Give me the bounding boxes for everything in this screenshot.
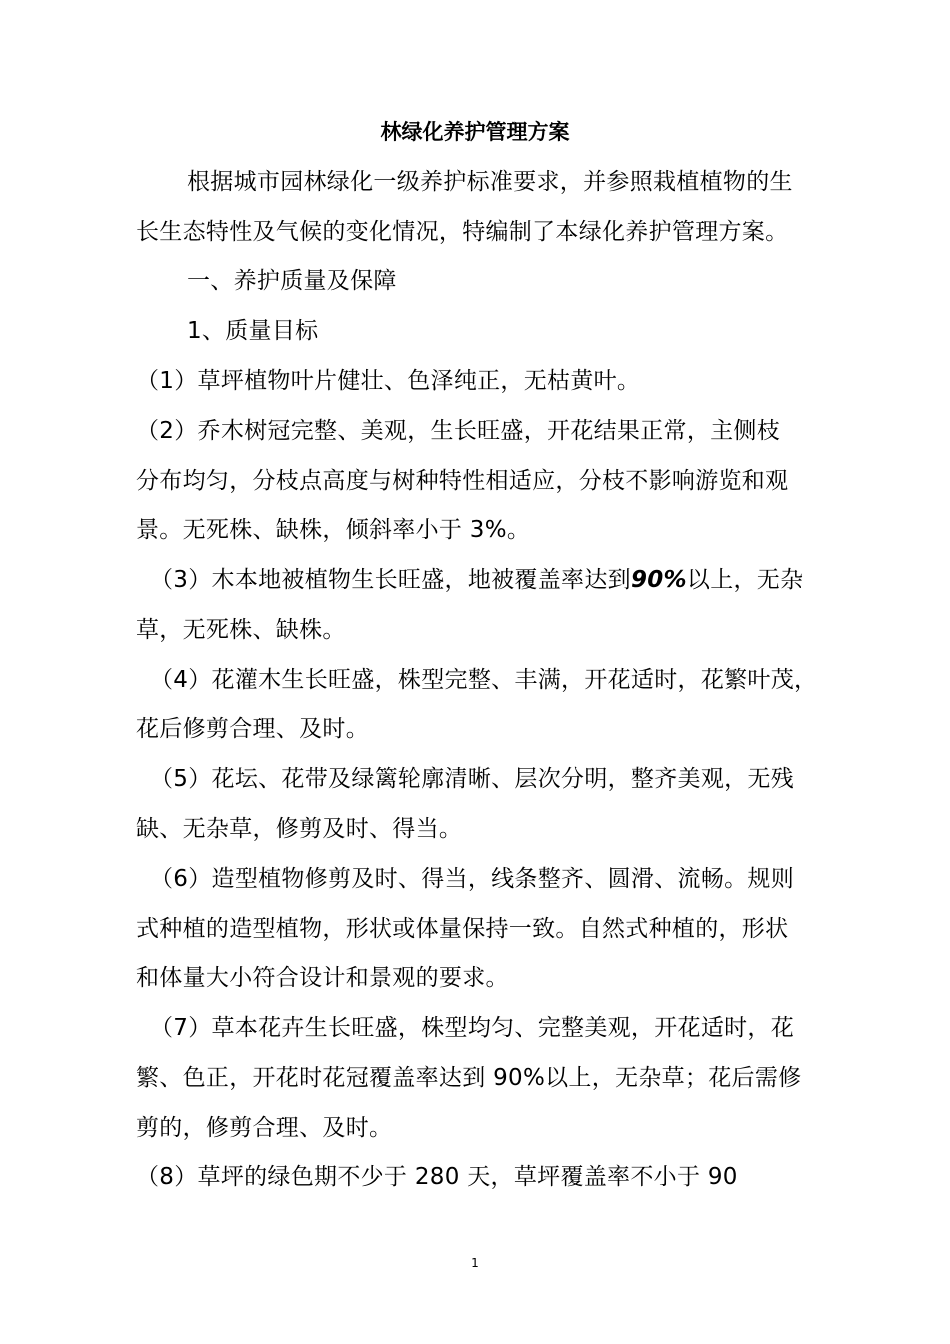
document-title: 林绿化养护管理方案 xyxy=(380,120,570,144)
list-item-text: （3）木本地被植物生长旺盛，地被覆盖率达到 xyxy=(150,567,631,593)
subsection-heading: 1、质量目标 xyxy=(187,318,319,344)
list-item: （8）草坪的绿色期不少于 280 天，草坪覆盖率不小于 90 xyxy=(136,1164,738,1190)
paragraph-line: 缺、无杂草，修剪及时、得当。 xyxy=(136,816,463,842)
list-item-text: 以上，无杂 xyxy=(686,567,804,593)
paragraph-line: 景。无死株、缺株，倾斜率小于 3%。 xyxy=(136,517,531,543)
section-heading: 一、养护质量及保障 xyxy=(187,268,397,294)
paragraph-line: 根据城市园林绿化一级养护标准要求，并参照栽植植物的生 xyxy=(187,169,793,195)
percentage-value: 90% xyxy=(630,567,687,593)
list-item: （1）草坪植物叶片健壮、色泽纯正，无枯黄叶。 xyxy=(136,368,641,394)
paragraph-line: 繁、色正，开花时花冠覆盖率达到 90%以上，无杂草；花后需修 xyxy=(136,1065,802,1091)
list-item: （5）花坛、花带及绿篱轮廓清晰、层次分明，整齐美观，无残 xyxy=(150,766,795,792)
list-item: （2）乔木树冠完整、美观，生长旺盛，开花结果正常，主侧枝 xyxy=(136,418,781,444)
paragraph-line: 剪的，修剪合理、及时。 xyxy=(136,1115,393,1141)
paragraph-line: 式种植的造型植物，形状或体量保持一致。自然式种植的，形状 xyxy=(136,916,789,942)
list-item: （7）草本花卉生长旺盛，株型均匀、完整美观，开花适时，花 xyxy=(150,1015,795,1041)
paragraph-line: 长生态特性及气候的变化情况，特编制了本绿化养护管理方案。 xyxy=(136,219,789,245)
list-item xyxy=(150,565,803,595)
paragraph-line: 分布均匀，分枝点高度与树种特性相适应，分枝不影响游览和观 xyxy=(136,468,789,494)
list-item: （4）花灌木生长旺盛，株型完整、丰满，开花适时，花繁叶茂， xyxy=(150,667,818,693)
paragraph-line: 草，无死株、缺株。 xyxy=(136,617,346,643)
paragraph-line: 和体量大小符合设计和景观的要求。 xyxy=(136,965,509,991)
page-number: 1 xyxy=(471,1256,479,1270)
paragraph-line: 花后修剪合理、及时。 xyxy=(136,716,369,742)
list-item: （6）造型植物修剪及时、得当，线条整齐、圆滑、流畅。规则 xyxy=(150,866,795,892)
